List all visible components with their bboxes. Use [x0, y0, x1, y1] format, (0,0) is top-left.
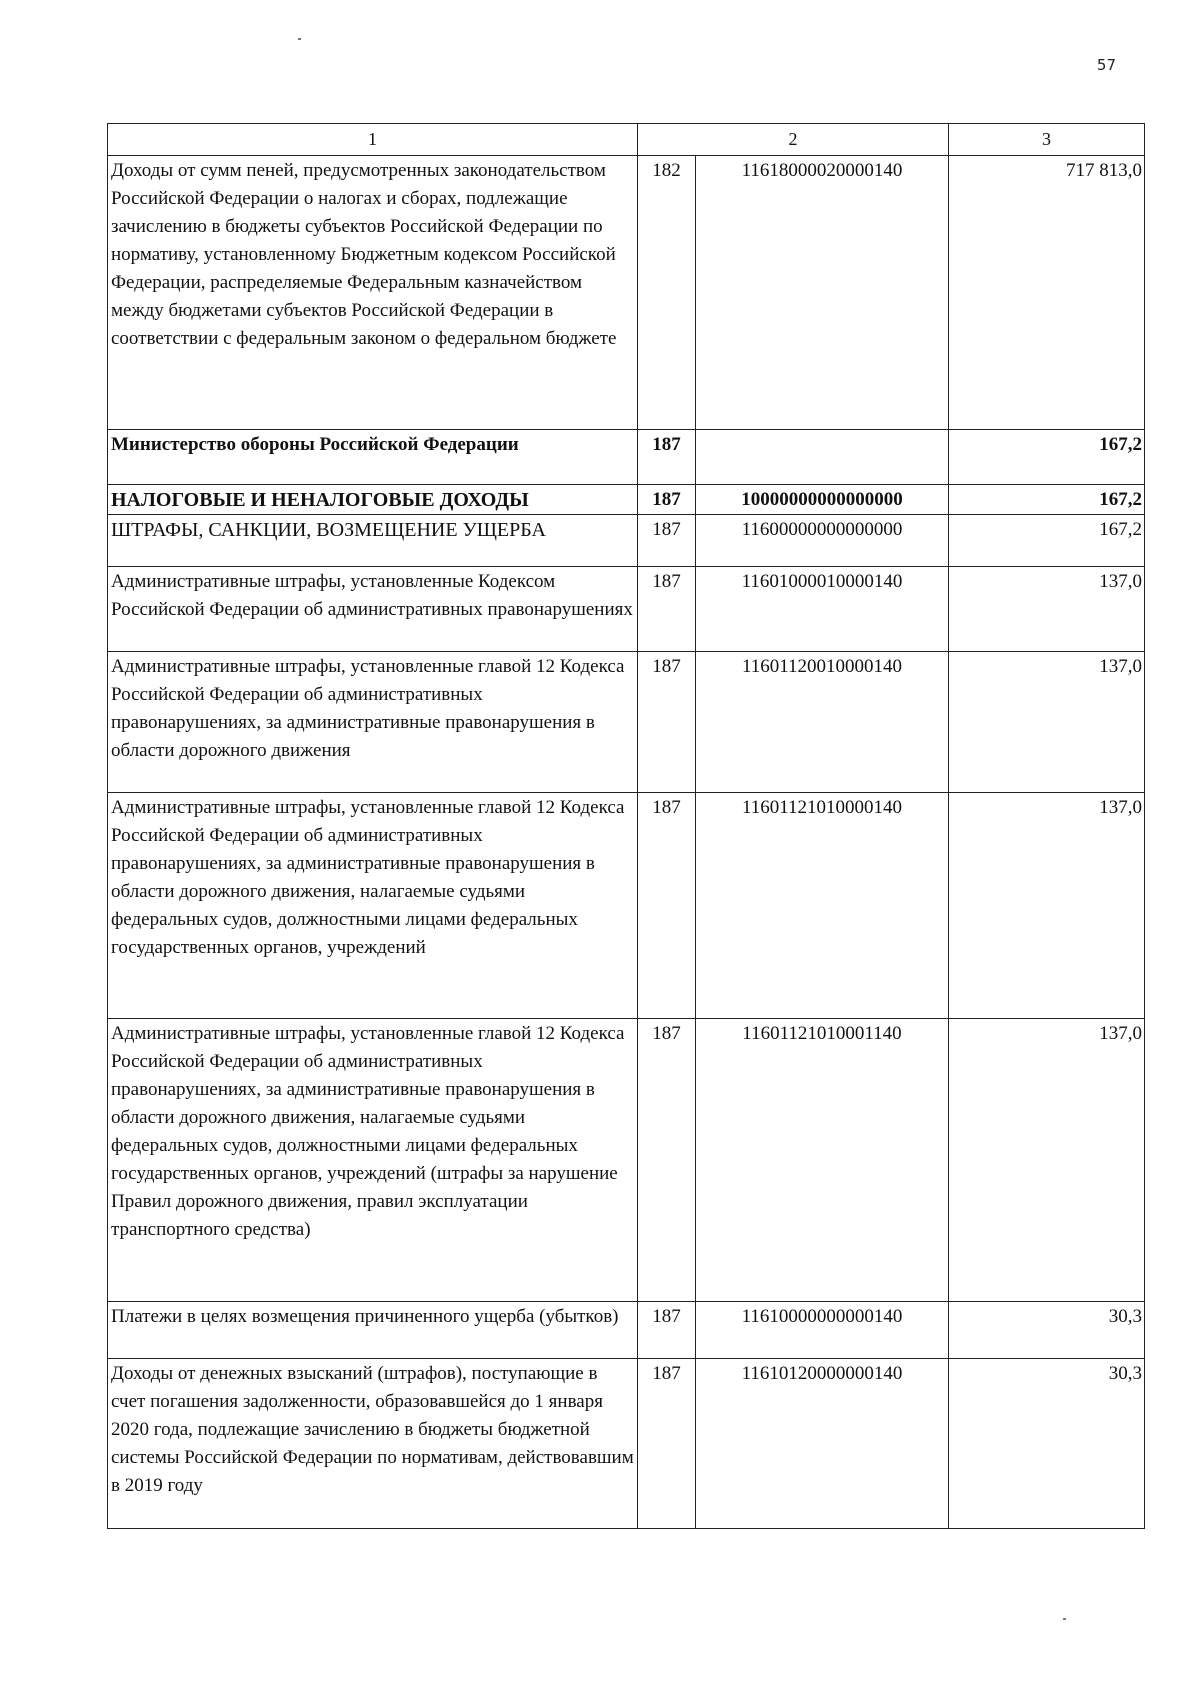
row-name: Министерство обороны Российской Федерации [108, 430, 638, 485]
row-amount: 137,0 [949, 652, 1145, 793]
row-budget-code: 11600000000000000 [696, 515, 949, 567]
page-number: 57 [1096, 56, 1116, 74]
row-amount: 167,2 [949, 485, 1145, 515]
row-budget-code: 10000000000000000 [696, 485, 949, 515]
row-admin-code: 187 [638, 793, 696, 1019]
row-name: Административные штрафы, установленные главой 12 Кодекса Российской Федерации об административных правонарушениях, за административные правонарушения в области дорожного движения, налагаемые судьями федеральных судов, должностными лицами федеральных государственных органов, учреждений [108, 793, 638, 1019]
table-row [108, 430, 1145, 485]
row-name: Доходы от сумм пеней, предусмотренных законодательством Российской Федерации о налогах и сборах, подлежащие зачислению в бюджеты субъектов Российской Федерации по нормативу, установленному Бюджетным кодексом Российской Федерации, распределяемые Федеральным казначейством между бюджетами субъектов Российской Федерации в соответствии с федеральным законом о федеральном бюджете [108, 156, 638, 430]
header-col-3: 3 [949, 124, 1145, 156]
scan-speck [1063, 1618, 1066, 1620]
table-row [108, 793, 1145, 1019]
row-amount: 137,0 [949, 567, 1145, 652]
row-name: ШТРАФЫ, САНКЦИИ, ВОЗМЕЩЕНИЕ УЩЕРБА [108, 515, 638, 567]
table-row [108, 485, 1145, 515]
row-amount: 30,3 [949, 1302, 1145, 1359]
table-row [108, 567, 1145, 652]
row-budget-code: 11610000000000140 [696, 1302, 949, 1359]
row-budget-code: 11610120000000140 [696, 1359, 949, 1529]
table-row [108, 1302, 1145, 1359]
row-budget-code: 11601121010001140 [696, 1019, 949, 1302]
revenue-table [107, 123, 1145, 1529]
row-amount: 167,2 [949, 430, 1145, 485]
row-budget-code [696, 430, 949, 485]
row-amount: 30,3 [949, 1359, 1145, 1529]
row-name: Административные штрафы, установленные главой 12 Кодекса Российской Федерации об административных правонарушениях, за административные правонарушения в области дорожного движения [108, 652, 638, 793]
row-budget-code: 11601120010000140 [696, 652, 949, 793]
row-budget-code: 11618000020000140 [696, 156, 949, 430]
table-row [108, 156, 1145, 430]
scan-speck [298, 38, 301, 40]
header-col-2: 2 [638, 124, 949, 156]
table-row [108, 515, 1145, 567]
row-admin-code: 187 [638, 652, 696, 793]
row-name: НАЛОГОВЫЕ И НЕНАЛОГОВЫЕ ДОХОДЫ [108, 485, 638, 515]
table-row [108, 1359, 1145, 1529]
header-col-1: 1 [108, 124, 638, 156]
row-admin-code: 187 [638, 1359, 696, 1529]
row-amount: 717 813,0 [949, 156, 1145, 430]
row-amount: 167,2 [949, 515, 1145, 567]
table-row [108, 1019, 1145, 1302]
row-amount: 137,0 [949, 793, 1145, 1019]
row-name: Административные штрафы, установленные главой 12 Кодекса Российской Федерации об административных правонарушениях, за административные правонарушения в области дорожного движения, налагаемые судьями федеральных судов, должностными лицами федеральных государственных органов, учреждений (штрафы за нарушение Правил дорожного движения, правил эксплуатации транспортного средства) [108, 1019, 638, 1302]
row-name: Доходы от денежных взысканий (штрафов), поступающие в счет погашения задолженности, образовавшейся до 1 января 2020 года, подлежащие зачислению в бюджеты бюджетной системы Российской Федерации по нормативам, действовавшим в 2019 году [108, 1359, 638, 1529]
row-amount: 137,0 [949, 1019, 1145, 1302]
row-admin-code: 182 [638, 156, 696, 430]
row-admin-code: 187 [638, 485, 696, 515]
row-name: Платежи в целях возмещения причиненного ущерба (убытков) [108, 1302, 638, 1359]
table-row [108, 652, 1145, 793]
row-admin-code: 187 [638, 1302, 696, 1359]
row-name: Административные штрафы, установленные Кодексом Российской Федерации об административных правонарушениях [108, 567, 638, 652]
row-admin-code: 187 [638, 515, 696, 567]
row-admin-code: 187 [638, 430, 696, 485]
row-admin-code: 187 [638, 1019, 696, 1302]
row-budget-code: 11601121010000140 [696, 793, 949, 1019]
table-header-row [108, 124, 1145, 156]
row-admin-code: 187 [638, 567, 696, 652]
row-budget-code: 11601000010000140 [696, 567, 949, 652]
